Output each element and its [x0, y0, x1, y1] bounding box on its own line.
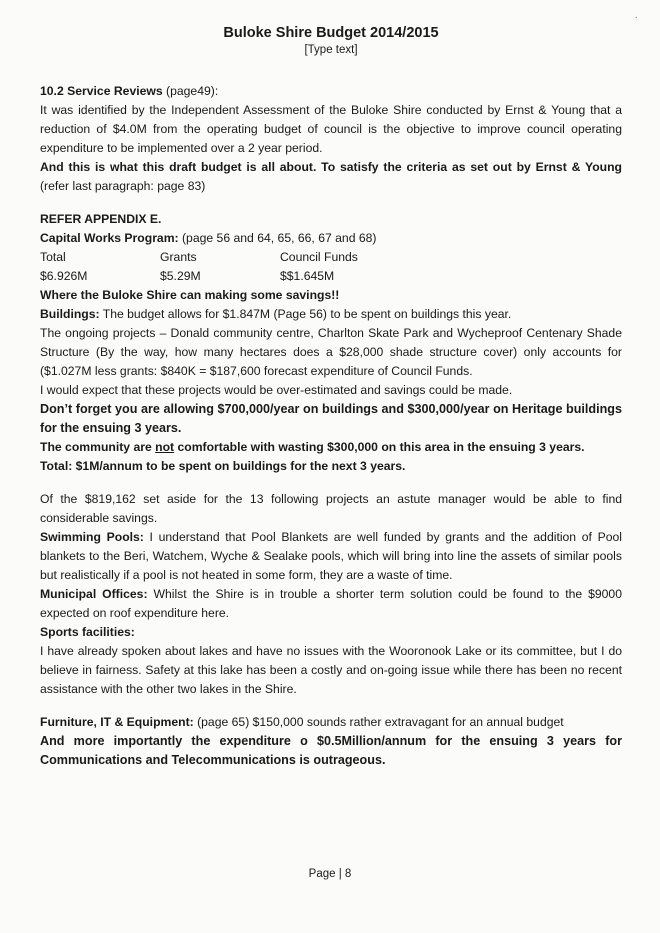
- swimming-pools-label: Swimming Pools:: [40, 530, 144, 544]
- capital-works-line: [40, 229, 622, 248]
- total-buildings: [40, 457, 622, 476]
- communications-text: And more importantly the expenditure o $0.5Million/annum for the ensuing 3 years for Communications and Telecommunications is outrageous.: [40, 734, 622, 767]
- refer-appendix: [40, 210, 622, 229]
- service-reviews-heading: 10.2 Service Reviews: [40, 84, 163, 98]
- draft-budget-ref: (refer last paragraph: page 83): [40, 179, 206, 193]
- furniture-label: Furniture, IT & Equipment:: [40, 715, 194, 729]
- capital-works-label: Capital Works Program:: [40, 231, 179, 245]
- ongoing-projects-paragraph: The ongoing projects – Donald community centre, Charlton Skate Park and Wycheproof Centenary Shade Structure (By the way, how many hectares does a $28,000 shade structure cover) only accounts for ($1.027M less grants: $840K = $187,600 forecast expenditure of Council Funds.: [40, 326, 622, 378]
- furniture-text: (page 65) $150,000 sounds rather extravagant for an annual budget: [193, 715, 564, 729]
- paragraph-assessment: It was identified by the Independent Assessment of the Buloke Shire conducted by Ernst & Young that a reduction of $4.0M from the operating budget of council is the objective to improve council operating expenditure to be implemented over a 2 year period.: [40, 103, 622, 155]
- swimming-pools-text: I understand that Pool Blankets are well funded by grants and the addition of Pool blankets to the Beri, Watchem, Wyche & Sealake pools, which will bring into line the assets of similar pools but realistically if a pool is not heated in some form, they are a waste of time.: [40, 530, 622, 582]
- community-not: not: [155, 440, 175, 454]
- heading-page-ref: (page49):: [162, 84, 219, 98]
- header-total: Total: [40, 250, 66, 264]
- page-subtitle: [Type text]: [304, 44, 358, 56]
- funds-header-row: [40, 248, 622, 267]
- total-buildings-text: Total: $1M/annum to be spent on buildings for the next 3 years.: [40, 459, 406, 473]
- draft-budget-bold: And this is what this draft budget is all about. To satisfy the criteria as set out by Ernst & Young: [40, 160, 622, 174]
- savings-text: Where the Buloke Shire can making some savings!!: [40, 288, 340, 302]
- municipal-offices-label: Municipal Offices:: [40, 587, 148, 601]
- sports-label: Sports facilities:: [40, 625, 135, 639]
- projects-paragraph: Of the $819,162 set aside for the 13 following projects an astute manager would be able to find considerable savings.: [40, 492, 622, 525]
- page-number: Page | 8: [308, 868, 352, 880]
- value-total: $6.926M: [40, 269, 88, 283]
- swimming-pools-paragraph: [40, 528, 622, 585]
- municipal-offices-text: Whilst the Shire is in trouble a shorter term solution could be found to the $9000 expected on roof expenditure here.: [40, 587, 622, 620]
- community-text-a: The community are: [40, 440, 156, 454]
- sports-heading: [40, 623, 622, 642]
- furniture-paragraph: [40, 713, 622, 732]
- savings-heading: [40, 286, 622, 305]
- buildings-text: The budget allows for $1.847M (Page 56) to be spent on buildings this year.: [99, 307, 512, 321]
- scan-mark: ·: [634, 12, 638, 23]
- buildings-label: Buildings:: [40, 307, 100, 321]
- header-council-funds: Council Funds: [280, 250, 358, 264]
- community-paragraph: [40, 438, 622, 457]
- refer-appendix-text: REFER APPENDIX E.: [40, 212, 162, 226]
- funds-value-row: [40, 267, 622, 286]
- communications-paragraph: [40, 732, 622, 770]
- page-title: Buloke Shire Budget 2014/2015: [223, 25, 439, 41]
- paragraph-draft-budget: [40, 158, 622, 196]
- section-heading: [40, 82, 622, 101]
- municipal-offices-paragraph: [40, 585, 622, 623]
- dont-forget-text: Don’t forget you are allowing $700,000/year on buildings and $300,000/year on Heritage buildings for the ensuing 3 years.: [40, 402, 622, 435]
- dont-forget-paragraph: [40, 400, 622, 438]
- buildings-line: [40, 305, 622, 324]
- value-grants: $5.29M: [160, 269, 201, 283]
- expect-paragraph: I would expect that these projects would be over-estimated and savings could be made.: [40, 383, 513, 397]
- value-council-funds: $$1.645M: [280, 269, 335, 283]
- lakes-paragraph: I have already spoken about lakes and have no issues with the Wooronook Lake or its committee, but I do believe in fairness. Safety at this lake has been a costly and on-going issue while there has been no recent assistance with the other two lakes in the Shire.: [40, 644, 622, 696]
- capital-works-pages: (page 56 and 64, 65, 66, 67 and 68): [178, 231, 377, 245]
- community-text-b: comfortable with wasting $300,000 on this area in the ensuing 3 years.: [174, 440, 585, 454]
- header-grants: Grants: [160, 250, 197, 264]
